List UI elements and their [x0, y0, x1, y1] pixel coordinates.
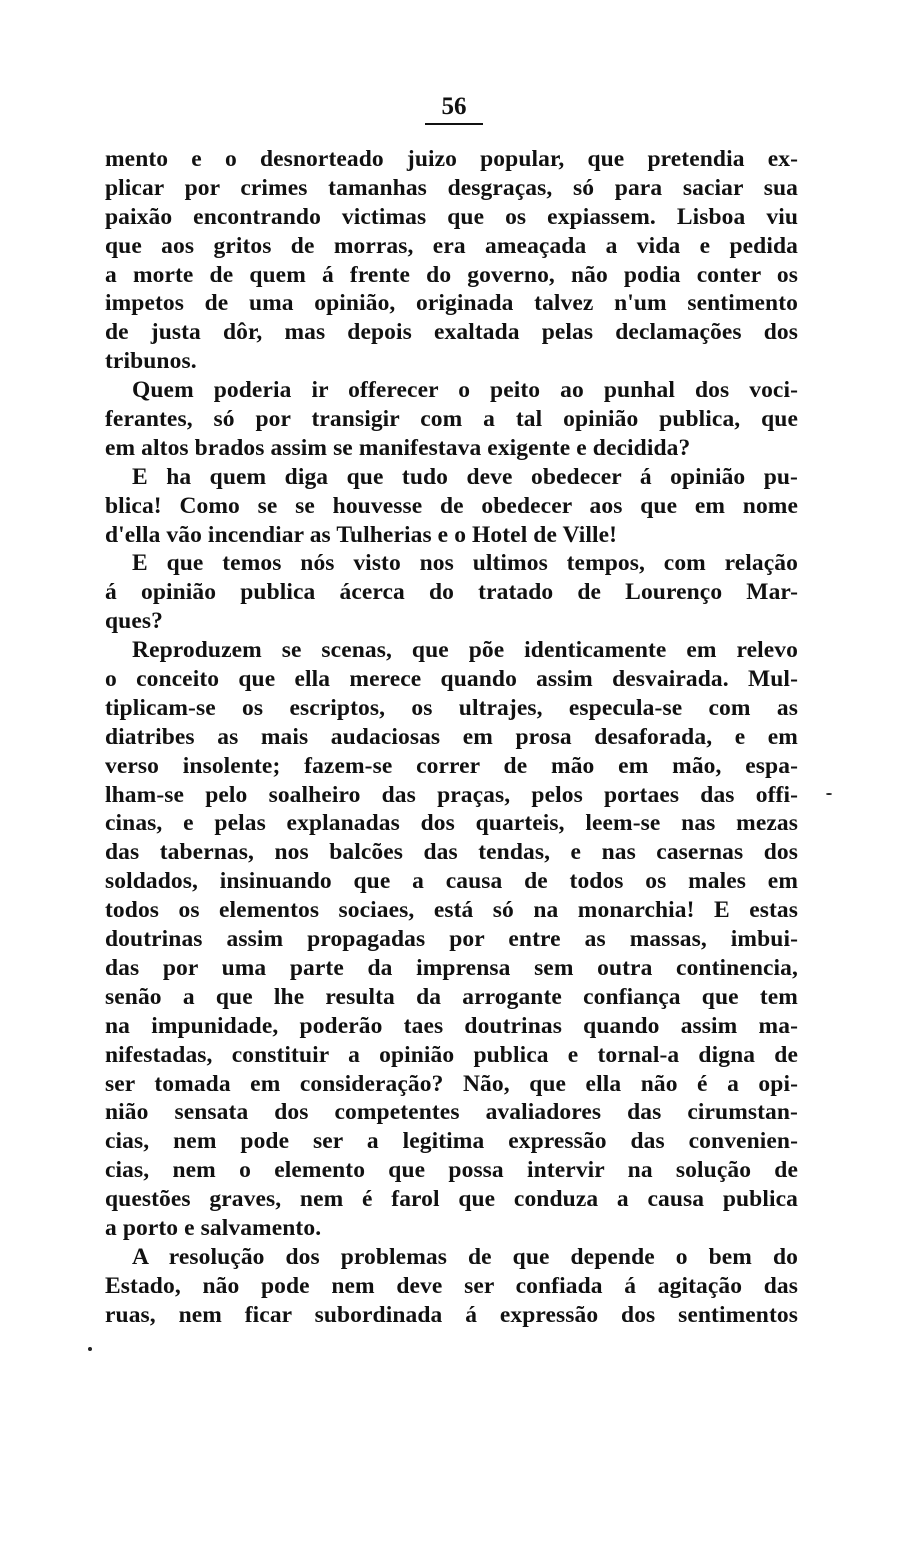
text-line: questões graves, nem é farol que conduza a causa publica [105, 1186, 798, 1213]
text-line: senão a que lhe resulta da arrogante confiança que tem [105, 983, 798, 1010]
text-line: plicar por crimes tamanhas desgraças, só para saciar sua [105, 174, 798, 201]
text-line: cinas, e pelas explanadas dos quarteis, leem-se nas mezas [105, 810, 798, 837]
text-line: blica! Como se se houvesse de obedecer aos que em nome [105, 492, 798, 519]
text-line: mento e o desnorteado juizo popular, que pretendia ex- [105, 146, 798, 172]
text-line: Estado, não pode nem deve ser confiada á agitação das [105, 1272, 798, 1299]
text-line: nifestadas, constituir a opinião publica e tornal-a digna de [105, 1041, 798, 1068]
text-line: impetos de uma opinião, originada talvez n'um sentimento [105, 290, 798, 317]
paragraph [105, 376, 798, 463]
text-line: á opinião publica ácerca do tratado de Lourenço Mar- [105, 579, 798, 606]
paragraph [105, 1243, 798, 1330]
text-line: ferantes, só por transigir com a tal opinião publica, que [105, 406, 798, 433]
scan-speck [88, 1347, 92, 1351]
text-line: Quem poderia ir offerecer o peito ao punhal dos voci- [132, 377, 798, 404]
text-line: E ha quem diga que tudo deve obedecer á opinião pu- [132, 463, 798, 490]
text-line: das tabernas, nos balcões das tendas, e nas casernas dos [105, 839, 798, 866]
paragraph [105, 636, 798, 1243]
scan-speck [826, 793, 832, 795]
paragraph [105, 549, 798, 636]
text-line: d'ella vão incendiar as Tulherias e o Hotel de Ville! [105, 521, 618, 548]
text-line: paixão encontrando victimas que os expiassem. Lisboa viu [105, 203, 798, 230]
text-line: das por uma parte da imprensa sem outra continencia, [105, 954, 798, 981]
text-line: verso insolente; fazem-se correr de mão em mão, espa- [105, 752, 798, 779]
text-line: tiplicam-se os escriptos, os ultrajes, especula-se com as [105, 694, 798, 721]
text-line: que aos gritos de morras, era ameaçada a vida e pedida [105, 232, 798, 259]
page-number: 56 [425, 92, 483, 125]
paragraph [105, 463, 798, 550]
text-line: E que temos nós visto nos ultimos tempos, com relação [132, 550, 798, 577]
text-line: de justa dôr, mas depois exaltada pelas declamações dos [105, 319, 798, 346]
text-line: ruas, nem ficar subordinada á expressão dos sentimentos [105, 1301, 798, 1328]
text-line: o conceito que ella merece quando assim desvairada. Mul- [105, 666, 798, 693]
text-line: doutrinas assim propagadas por entre as massas, imbui- [105, 926, 798, 953]
text-line: ser tomada em consideração? Não, que ella não é a opi- [105, 1070, 798, 1097]
text-line: lham-se pelo soalheiro das praças, pelos portaes das offi- [105, 781, 798, 808]
text-line: diatribes as mais audaciosas em prosa desaforada, e em [105, 723, 798, 750]
text-line: cias, nem pode ser a legitima expressão das convenien- [105, 1128, 798, 1155]
text-line: todos os elementos sociaes, está só na monarchia! E estas [105, 897, 798, 924]
text-line: ques? [105, 608, 163, 635]
text-line: nião sensata dos competentes avaliadores das cirumstan- [105, 1099, 798, 1126]
text-line: em altos brados assim se manifestava exigente e decidida? [105, 434, 691, 461]
text-line: soldados, insinuando que a causa de todos os males em [105, 868, 798, 895]
text-line: tribunos. [105, 348, 197, 375]
text-line: Reproduzem se scenas, que põe identicamente em relevo [132, 637, 798, 664]
text-line: na impunidade, poderão taes doutrinas quando assim ma- [105, 1012, 798, 1039]
text-line: a porto e salvamento. [105, 1214, 322, 1241]
body-text [105, 145, 798, 1330]
text-line: A resolução dos problemas de que depende o bem do [132, 1243, 798, 1270]
paragraph [105, 145, 798, 376]
text-line: cias, nem o elemento que possa intervir na solução de [105, 1157, 798, 1184]
text-line: a morte de quem á frente do governo, não podia conter os [105, 261, 798, 288]
